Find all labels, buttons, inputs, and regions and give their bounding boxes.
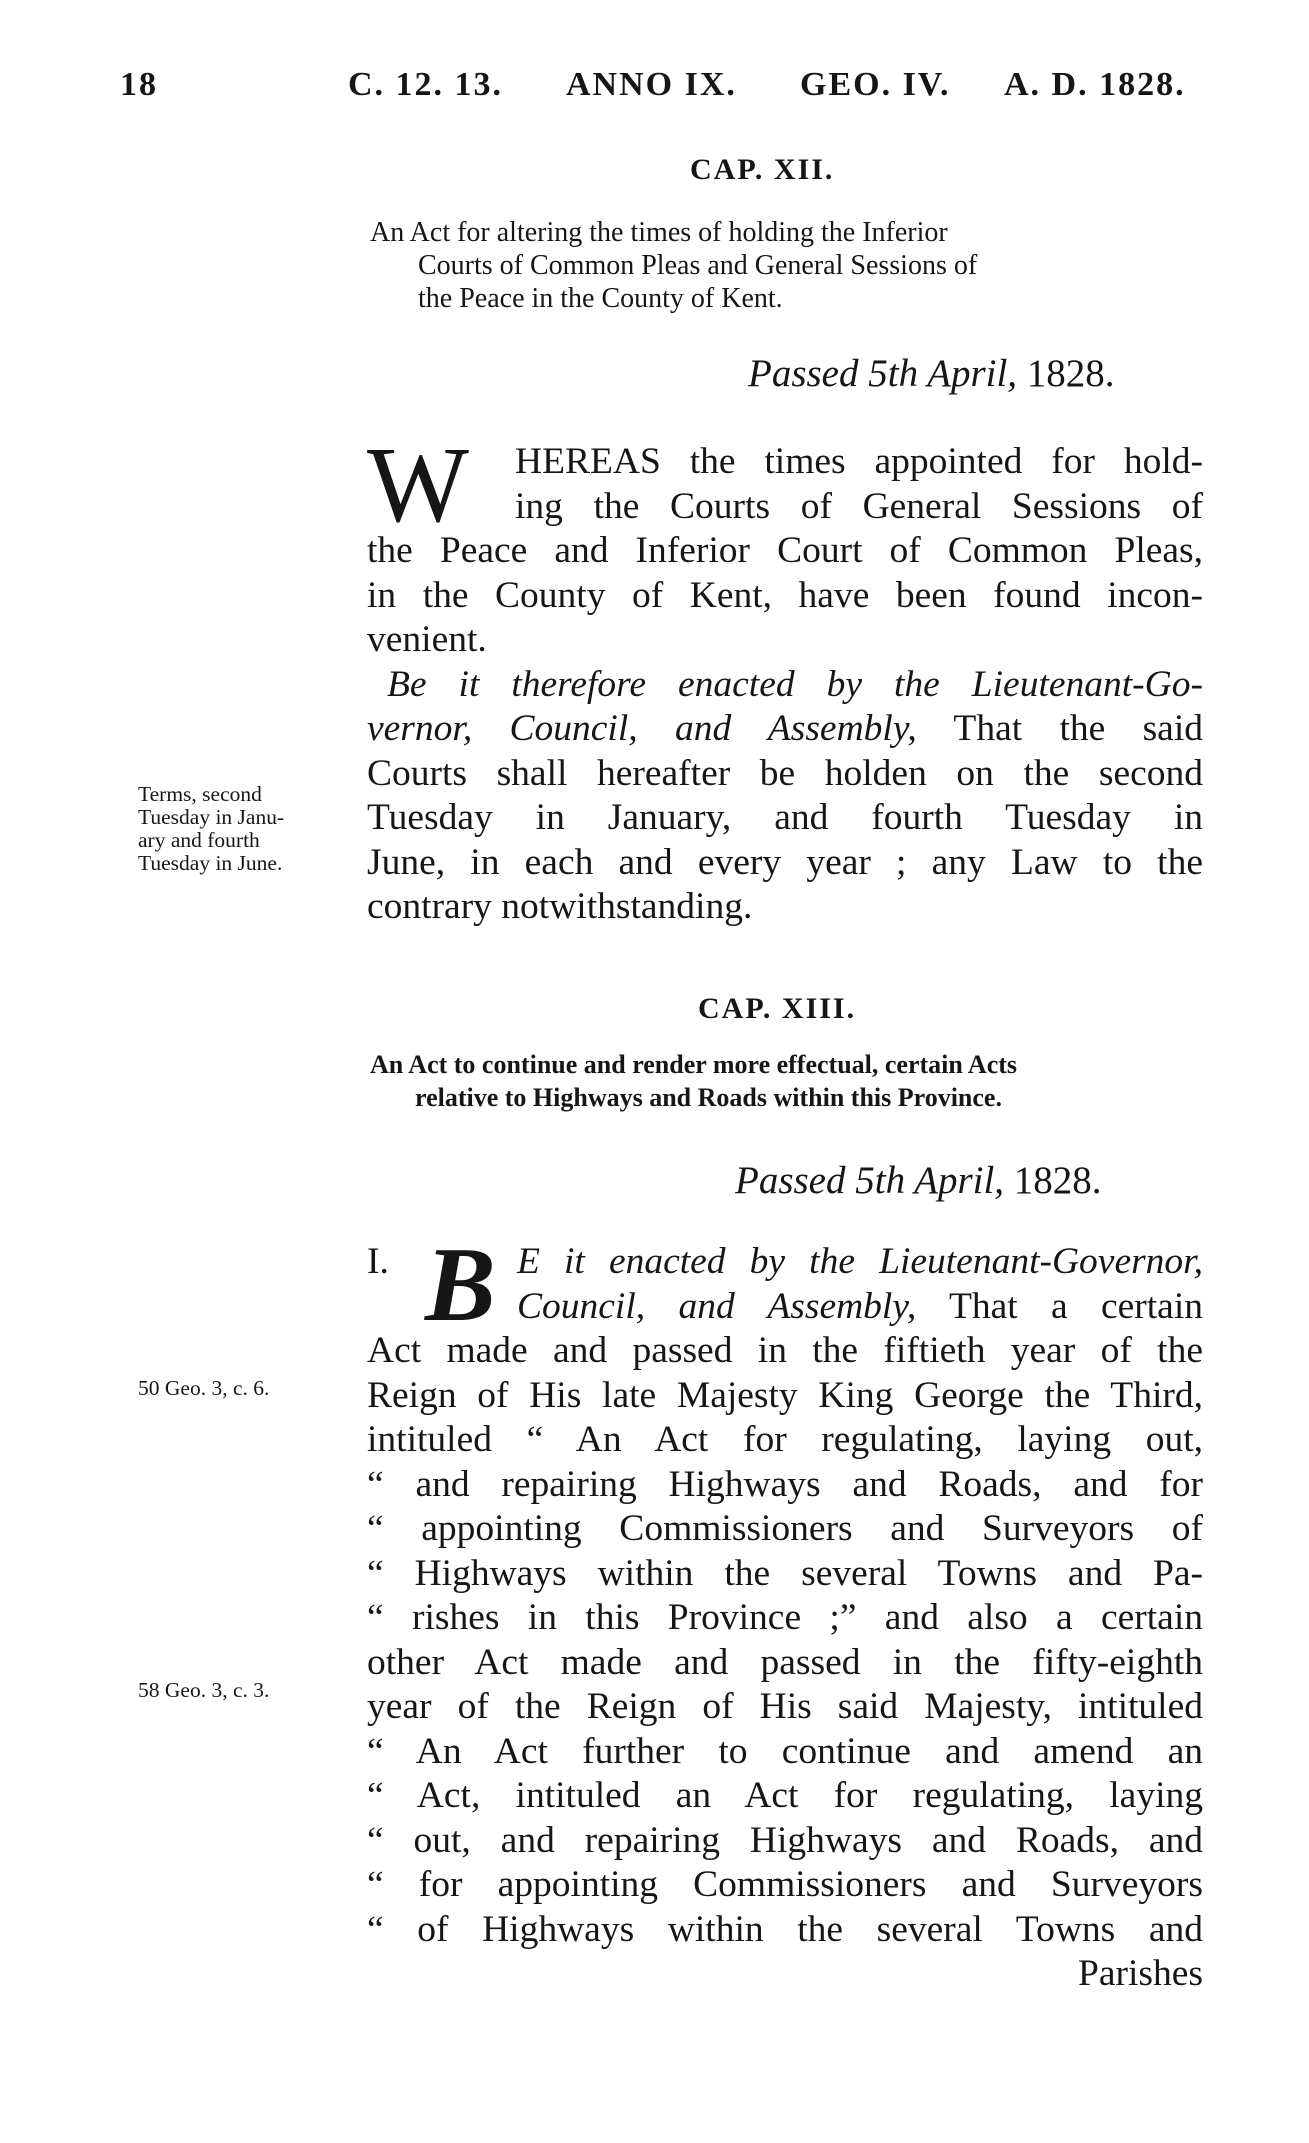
body-line: “ out, and repairing Highways and Roads, and (367, 1819, 1203, 1861)
body-line: “ Highways within the several Towns and Pa- (367, 1552, 1203, 1594)
calendar-year: A. D. 1828. (1004, 66, 1186, 103)
drop-cap-w: W (367, 426, 469, 545)
body-line: “ of Highways within the several Towns and (367, 1908, 1203, 1950)
enacting-rest: That the said (953, 708, 1203, 749)
body-line: Act made and passed in the fiftieth year of the (367, 1330, 1203, 1371)
margin-citation-58-geo-3: 58 Geo. 3, c. 3. (138, 1678, 270, 1702)
body-line: “ appointing Commissioners and Surveyors of (367, 1508, 1203, 1549)
passed-year: 1828. (1013, 1159, 1102, 1202)
cap-xiii-body (367, 1226, 1203, 1997)
margin-note-line: Tuesday in June. (138, 851, 283, 875)
cap-xiii-heading: CAP. XIII. (698, 992, 857, 1025)
passed-label: Passed 5th April, (735, 1159, 1005, 1202)
passed-year: 1828. (1026, 352, 1115, 395)
cap-xiii-summary (370, 1048, 1017, 1114)
cap-xii-summary (370, 216, 977, 315)
body-line: year of the Reign of His said Majesty, intituled (367, 1686, 1203, 1727)
summary-line: Courts of Common Pleas and General Sessions of (418, 250, 978, 281)
enacting-clause-line: Be it therefore enacted by the Lieutenant-Go- (387, 663, 1203, 705)
enacting-clause-line: E it enacted by the Lieutenant-Governor, (517, 1241, 1203, 1282)
summary-line: the Peace in the County of Kent. (418, 283, 783, 314)
enacting-clause-line (367, 707, 1203, 752)
summary-line: relative to Highways and Roads within this Province. (415, 1083, 1002, 1112)
catchword: Parishes (1078, 1953, 1203, 1994)
margin-note-line: Terms, second (138, 782, 262, 806)
margin-note-line: Tuesday in Janu- (138, 805, 285, 829)
cap-xiii-passed-date (735, 1158, 1102, 1203)
body-line: Reign of His late Majesty King George the Third, (367, 1374, 1203, 1416)
chapter-range: C. 12. 13. (348, 66, 504, 103)
cap-xii-body (367, 426, 1203, 930)
body-line: “ Act, intituled an Act for regulating, laying (367, 1775, 1203, 1816)
margin-citation-50-geo-3: 50 Geo. 3, c. 6. (138, 1376, 270, 1400)
body-line: in the County of Kent, have been found incon- (367, 574, 1203, 616)
body-line: venient. (367, 619, 487, 660)
body-line: contrary notwithstanding. (367, 886, 753, 927)
enacting-italic: Council, and Assembly, (517, 1285, 917, 1327)
body-line: “ for appointing Commissioners and Surveyors (367, 1864, 1203, 1905)
cap-xii-passed-date (748, 351, 1115, 396)
body-line: “ An Act further to continue and amend an (367, 1730, 1203, 1772)
body-line: “ rishes in this Province ;” and also a certain (367, 1597, 1203, 1638)
body-line: other Act made and passed in the fifty-eighth (367, 1641, 1203, 1683)
reign: GEO. IV. (800, 66, 951, 103)
summary-line: An Act to continue and render more effectual, certain Acts (370, 1050, 1018, 1079)
cap-xii-heading: CAP. XII. (690, 153, 835, 186)
body-line: Tuesday in January, and fourth Tuesday in (367, 797, 1203, 838)
page-number: 18 (120, 66, 158, 103)
enacting-rest: That a certain (948, 1285, 1203, 1327)
drop-cap-b: B (425, 1226, 496, 1343)
regnal-year: ANNO IX. (566, 66, 737, 103)
body-line: intituled “ An Act for regulating, laying out, (367, 1419, 1203, 1460)
section-number: I. (367, 1241, 389, 1282)
body-line: Courts shall hereafter be holden on the second (367, 752, 1203, 794)
passed-label: Passed 5th April, (748, 352, 1018, 395)
cap-xii-margin-note (138, 783, 284, 875)
enacting-italic: vernor, Council, and Assembly, (367, 708, 917, 749)
body-line: “ and repairing Highways and Roads, and for (367, 1463, 1203, 1505)
body-line: the Peace and Inferior Court of Common Pleas, (367, 530, 1203, 571)
body-line: June, in each and every year ; any Law to the (367, 841, 1203, 883)
body-line: HEREAS the times appointed for hold- (515, 441, 1203, 482)
body-line: ing the Courts of General Sessions of (515, 485, 1203, 527)
margin-note-line: ary and fourth (138, 828, 260, 852)
summary-line: An Act for altering the times of holding the Inferior (370, 217, 948, 248)
